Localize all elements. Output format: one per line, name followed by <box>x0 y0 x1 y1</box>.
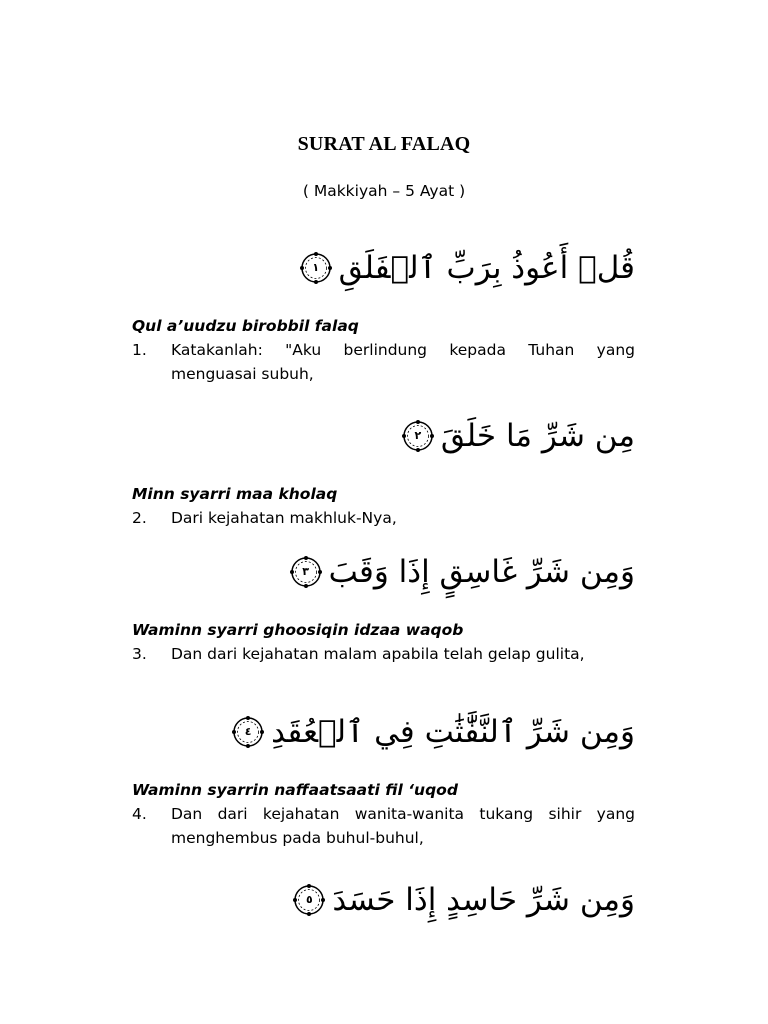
arabic-verse <box>132 704 635 760</box>
page-subtitle: ( Makkiyah – 5 Ayat ) <box>302 182 466 200</box>
ayah-block-5 <box>132 872 635 928</box>
ayah-number: ٤ <box>244 725 252 738</box>
translation-text: Katakanlah: "Aku berlindung kepada Tuhan yang menguasai subuh, <box>171 341 635 383</box>
translation-row <box>132 506 635 530</box>
translation-row <box>132 338 635 386</box>
page-title: SURAT AL FALAQ <box>297 133 471 155</box>
ayah-end-marker-icon <box>292 883 326 917</box>
ayah-number: ٥ <box>305 893 313 906</box>
ayah-number: ٣ <box>302 565 309 578</box>
arabic-text: وَمِن شَرِّ حَاسِدٍ إِذَا حَسَدَ <box>332 882 635 918</box>
arabic-verse <box>132 240 635 296</box>
ayah-number: ٢ <box>414 429 422 442</box>
arabic-verse <box>132 544 635 600</box>
ayah-end-marker-icon <box>401 419 435 453</box>
arabic-verse <box>132 408 635 464</box>
translation-text: Dan dari kejahatan wanita-wanita tukang sihir yang menghembus pada buhul-buhul, <box>171 805 635 847</box>
ayah-end-marker-icon <box>231 715 265 749</box>
ayah-end-marker-icon <box>299 251 333 285</box>
ayah-block-4 <box>132 704 635 850</box>
transliteration: Qul a’uudzu birobbil falaq <box>132 317 359 335</box>
arabic-verse <box>132 872 635 928</box>
ayah-block-2 <box>132 408 635 530</box>
arabic-text: وَمِن شَرِّ غَاسِقٍ إِذَا وَقَبَ <box>328 554 635 590</box>
translation-text: Dari kejahatan makhluk-Nya, <box>171 509 397 527</box>
translation-text: Dan dari kejahatan malam apabila telah gelap gulita, <box>171 645 585 663</box>
ayah-number: ١ <box>312 261 320 274</box>
arabic-text: مِن شَرِّ مَا خَلَقَ <box>440 418 635 454</box>
transliteration: Waminn syarrin naffaatsaati fil ‘uqod <box>132 781 458 799</box>
ayah-end-marker-icon <box>289 555 323 589</box>
translation-number: 2. <box>132 509 147 527</box>
ayah-block-1 <box>132 240 635 386</box>
translation-number: 1. <box>132 341 147 359</box>
translation-number: 4. <box>132 805 147 823</box>
arabic-text: قُلۡ أَعُوذُ بِرَبِّ ٱلۡفَلَقِ <box>338 250 635 286</box>
ayah-block-3 <box>132 544 635 666</box>
translation-number: 3. <box>132 645 147 663</box>
transliteration: Waminn syarri ghoosiqin idzaa waqob <box>132 621 464 639</box>
arabic-text: وَمِن شَرِّ ٱلنَّفَّٰثَٰتِ فِي ٱلۡعُقَدِ <box>271 714 635 750</box>
translation-row <box>132 802 635 850</box>
transliteration: Minn syarri maa kholaq <box>132 485 338 503</box>
translation-row <box>132 642 635 666</box>
